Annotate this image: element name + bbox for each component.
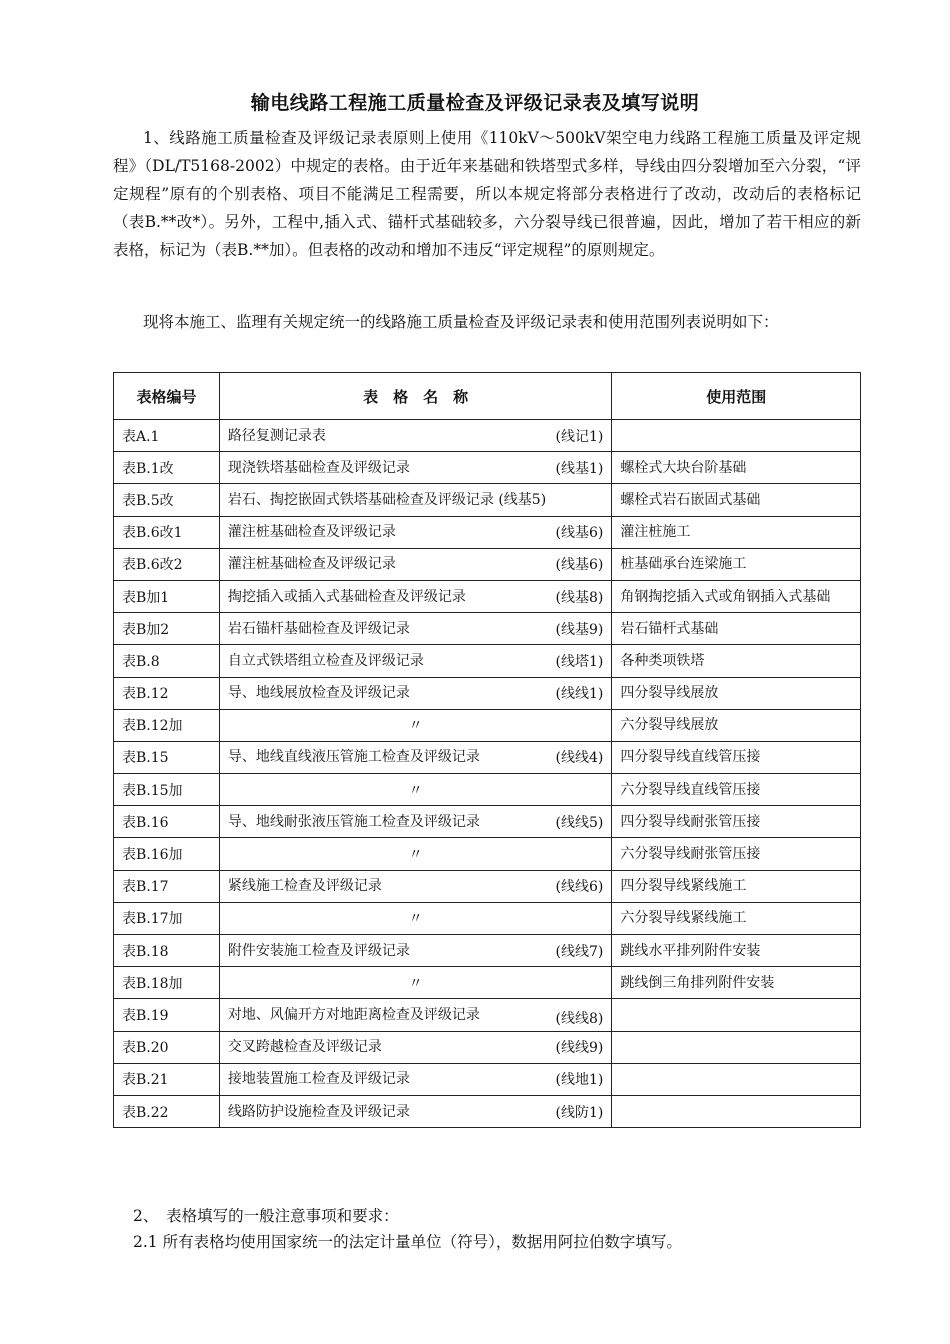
table-row bbox=[114, 645, 861, 677]
form-number-cell: 表B.16加 bbox=[114, 838, 220, 870]
usage-scope-cell: 四分裂导线耐张管压接 bbox=[612, 806, 861, 838]
form-code-text: (线线1) bbox=[555, 686, 604, 703]
form-name-cell: 〃 bbox=[219, 902, 612, 934]
table-row bbox=[114, 838, 861, 870]
table-row bbox=[114, 516, 861, 548]
form-number-cell: 表B.12 bbox=[114, 677, 220, 709]
form-code-text: (线基1) bbox=[555, 460, 604, 477]
form-name-cell bbox=[219, 1031, 612, 1063]
form-name-text: 自立式铁塔组立检查及评级记录 bbox=[227, 652, 424, 669]
form-number-cell: 表B加2 bbox=[114, 613, 220, 645]
section-2-1-text: 2.1 所有表格均使用国家统一的法定计量单位（符号），数据用阿拉伯数字填写。 bbox=[133, 1233, 682, 1251]
table-row bbox=[114, 1063, 861, 1095]
form-name-text: 灌注桩基础检查及评级记录 bbox=[227, 524, 396, 541]
form-name-cell: 〃 bbox=[219, 709, 612, 741]
form-name-text: 紧线施工检查及评级记录 bbox=[227, 878, 382, 895]
form-number-cell: 表B.20 bbox=[114, 1031, 220, 1063]
form-name-cell bbox=[219, 999, 612, 1031]
form-name-cell bbox=[219, 613, 612, 645]
table-row bbox=[114, 870, 861, 902]
table-row bbox=[114, 484, 861, 516]
form-name-cell bbox=[219, 677, 612, 709]
usage-scope-cell: 岩石锚杆式基础 bbox=[612, 613, 861, 645]
form-name-cell bbox=[219, 645, 612, 677]
usage-scope-cell: 跳线水平排列附件安装 bbox=[612, 935, 861, 967]
usage-scope-cell: 四分裂导线展放 bbox=[612, 677, 861, 709]
intro-paragraph: 1、线路施工质量检查及评级记录表原则上使用《110kV～500kV架空电力线路工程施工质量及评定规程》（DL/T5168-2002）中规定的表格。由于近年来基础和铁塔型式多样，导线由四分裂增加至六分裂，“评定规程”原有的个别表格、项目不能满足工程需要，所以本规定将部分表格进行了改动，改动后的表格标记（表B.**改*）。另外，工程中,插入式、锚杆式基础较多，六分裂导线已很普遍，因此，增加了若干相应的新表格，标记为（表B.**加）。但表格的改动和增加不违反“评定规程”的原则规定。 bbox=[113, 129, 861, 259]
form-code-text: (线基8) bbox=[555, 589, 604, 606]
usage-scope-cell: 四分裂导线紧线施工 bbox=[612, 870, 861, 902]
usage-scope-cell: 四分裂导线直线管压接 bbox=[612, 741, 861, 773]
form-name-text: 线路防护设施检查及评级记录 bbox=[227, 1103, 410, 1120]
header-usage-scope: 使用范围 bbox=[612, 373, 861, 420]
form-name-text: 掏挖插入或插入式基础检查及评级记录 bbox=[227, 588, 466, 605]
form-list-table bbox=[113, 372, 861, 1128]
form-name-cell bbox=[219, 1063, 612, 1095]
form-code-text: (线防1) bbox=[555, 1104, 604, 1121]
usage-scope-cell bbox=[612, 1031, 861, 1063]
form-number-cell: 表B加1 bbox=[114, 580, 220, 612]
form-number-cell: 表B.16 bbox=[114, 806, 220, 838]
list-intro-paragraph: 现将本施工、监理有关规定统一的线路施工质量检查及评级记录表和使用范围列表说明如下： bbox=[143, 313, 779, 331]
table-row bbox=[114, 420, 861, 452]
form-name-cell bbox=[219, 484, 612, 516]
table-row bbox=[114, 806, 861, 838]
form-name-cell: 〃 bbox=[219, 967, 612, 999]
form-number-cell: 表B.8 bbox=[114, 645, 220, 677]
form-number-cell: 表B.17加 bbox=[114, 902, 220, 934]
form-number-cell: 表B.15加 bbox=[114, 774, 220, 806]
form-code-text: (线地1) bbox=[555, 1072, 604, 1089]
form-number-cell: 表B.5改 bbox=[114, 484, 220, 516]
form-name-cell: 〃 bbox=[219, 838, 612, 870]
form-number-cell: 表B.22 bbox=[114, 1095, 220, 1127]
form-name-cell bbox=[219, 548, 612, 580]
header-form-name: 表 格 名 称 bbox=[219, 373, 612, 420]
table-row bbox=[114, 548, 861, 580]
form-code-text: (线基6) bbox=[555, 557, 604, 574]
usage-scope-cell: 六分裂导线展放 bbox=[612, 709, 861, 741]
table-row bbox=[114, 741, 861, 773]
form-code-text: (线线7) bbox=[555, 943, 604, 960]
form-name-text: 现浇铁塔基础检查及评级记录 bbox=[227, 459, 410, 476]
form-number-cell: 表B.6改2 bbox=[114, 548, 220, 580]
form-code-text: (线基9) bbox=[555, 621, 604, 638]
form-name-text: 导、地线耐张液压管施工检查及评级记录 bbox=[227, 813, 480, 830]
usage-scope-cell: 六分裂导线紧线施工 bbox=[612, 902, 861, 934]
form-name-text: 接地装置施工检查及评级记录 bbox=[227, 1071, 410, 1088]
usage-scope-cell: 桩基础承台连梁施工 bbox=[612, 548, 861, 580]
form-name-cell bbox=[219, 420, 612, 452]
form-code-text: (线记1) bbox=[555, 428, 604, 445]
form-name-text: 附件安装施工检查及评级记录 bbox=[227, 942, 410, 959]
form-number-cell: 表B.6改1 bbox=[114, 516, 220, 548]
form-name-text: 交叉跨越检查及评级记录 bbox=[227, 1039, 382, 1056]
form-name-cell bbox=[219, 870, 612, 902]
usage-scope-cell bbox=[612, 420, 861, 452]
form-name-cell: 〃 bbox=[219, 774, 612, 806]
form-code-text: (线线5) bbox=[555, 814, 604, 831]
form-code-text: (线线6) bbox=[555, 879, 604, 896]
table-row bbox=[114, 580, 861, 612]
table-header-row bbox=[114, 373, 861, 420]
form-name-cell bbox=[219, 1095, 612, 1127]
form-number-cell: 表B.17 bbox=[114, 870, 220, 902]
usage-scope-cell: 六分裂导线耐张管压接 bbox=[612, 838, 861, 870]
table-row bbox=[114, 999, 861, 1031]
form-name-cell bbox=[219, 452, 612, 484]
usage-scope-cell: 螺栓式大块台阶基础 bbox=[612, 452, 861, 484]
form-code-text: (线线4) bbox=[555, 750, 604, 767]
form-name-text: 灌注桩基础检查及评级记录 bbox=[227, 556, 396, 573]
usage-scope-cell bbox=[612, 1063, 861, 1095]
table-row bbox=[114, 967, 861, 999]
table-row bbox=[114, 935, 861, 967]
table-row bbox=[114, 613, 861, 645]
form-number-cell: 表B.1改 bbox=[114, 452, 220, 484]
form-number-cell: 表B.18加 bbox=[114, 967, 220, 999]
form-code-text: (线线8) bbox=[555, 1010, 604, 1027]
form-code-text: (线塔1) bbox=[555, 653, 604, 670]
form-name-cell bbox=[219, 806, 612, 838]
table-row bbox=[114, 1031, 861, 1063]
table-row bbox=[114, 902, 861, 934]
form-name-text: 对地、风偏开方对地距离检查及评级记录 bbox=[227, 1006, 480, 1023]
form-number-cell: 表B.19 bbox=[114, 999, 220, 1031]
table-row bbox=[114, 709, 861, 741]
usage-scope-cell: 跳线倒三角排列附件安装 bbox=[612, 967, 861, 999]
form-number-cell: 表B.12加 bbox=[114, 709, 220, 741]
form-number-cell: 表B.15 bbox=[114, 741, 220, 773]
usage-scope-cell: 六分裂导线直线管压接 bbox=[612, 774, 861, 806]
form-name-text: 导、地线展放检查及评级记录 bbox=[227, 685, 410, 702]
form-name-text: 岩石锚杆基础检查及评级记录 bbox=[227, 620, 410, 637]
form-number-cell: 表B.18 bbox=[114, 935, 220, 967]
usage-scope-cell: 灌注桩施工 bbox=[612, 516, 861, 548]
form-code-text: (线基6) bbox=[555, 525, 604, 542]
table-row bbox=[114, 677, 861, 709]
table-row bbox=[114, 452, 861, 484]
form-name-text: 岩石、掏挖嵌固式铁塔基础检查及评级记录 (线基5) bbox=[227, 491, 547, 508]
form-name-text: 路径复测记录表 bbox=[227, 427, 326, 444]
form-number-cell: 表A.1 bbox=[114, 420, 220, 452]
form-name-cell bbox=[219, 935, 612, 967]
form-name-cell bbox=[219, 516, 612, 548]
header-form-number: 表格编号 bbox=[114, 373, 220, 420]
usage-scope-cell: 角钢掏挖插入式或角钢插入式基础 bbox=[612, 580, 861, 612]
usage-scope-cell bbox=[612, 999, 861, 1031]
document-title: 输电线路工程施工质量检查及评级记录表及填写说明 bbox=[250, 92, 700, 114]
form-name-cell bbox=[219, 580, 612, 612]
form-name-text: 导、地线直线液压管施工检查及评级记录 bbox=[227, 749, 480, 766]
usage-scope-cell bbox=[612, 1095, 861, 1127]
table-row bbox=[114, 1095, 861, 1127]
usage-scope-cell: 螺栓式岩石嵌固式基础 bbox=[612, 484, 861, 516]
form-code-text: (线线9) bbox=[555, 1040, 604, 1057]
form-number-cell: 表B.21 bbox=[114, 1063, 220, 1095]
section-2-heading: 2、 表格填写的一般注意事项和要求： bbox=[133, 1207, 399, 1225]
table-row bbox=[114, 774, 861, 806]
usage-scope-cell: 各种类项铁塔 bbox=[612, 645, 861, 677]
form-name-cell bbox=[219, 741, 612, 773]
